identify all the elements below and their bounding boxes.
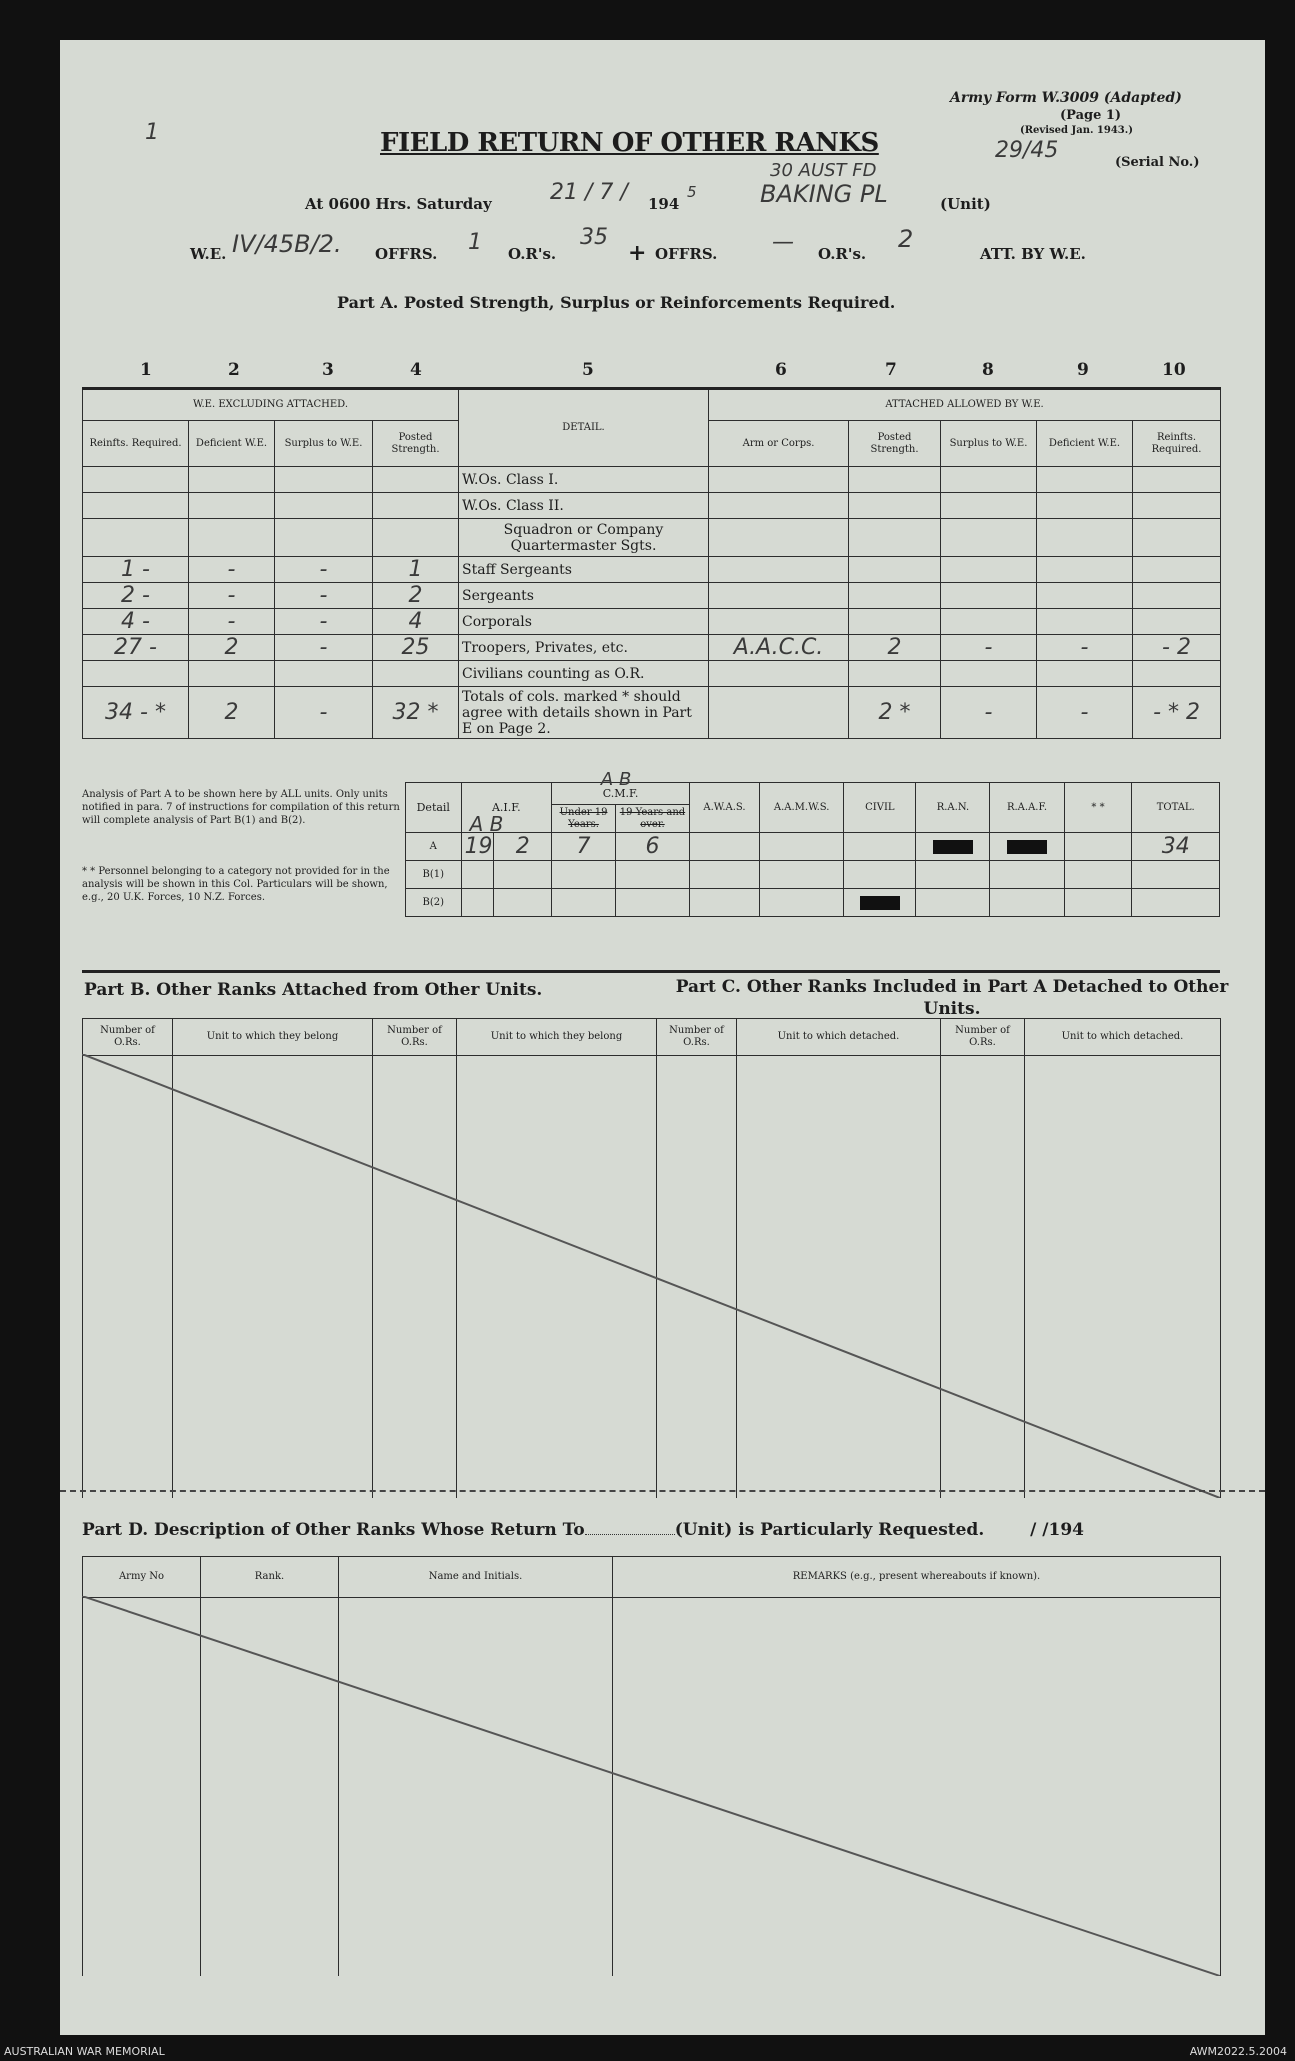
cell xyxy=(709,661,849,687)
cell xyxy=(990,833,1064,861)
cell: A.A.C.C. xyxy=(709,635,849,661)
cell xyxy=(1064,889,1132,917)
cell xyxy=(759,889,843,917)
detail-cell: Staff Sergeants xyxy=(459,557,709,583)
row-label: B(1) xyxy=(406,861,462,889)
part-a-row xyxy=(83,467,1221,493)
detail-cell: Civilians counting as O.R. xyxy=(459,661,709,687)
cell: - xyxy=(941,635,1037,661)
cell xyxy=(941,557,1037,583)
cell: 2 * xyxy=(849,687,941,739)
cell xyxy=(990,861,1064,889)
b-header-unit: Unit to which they belong xyxy=(173,1019,373,1056)
corner-mark: 1 xyxy=(145,120,159,145)
cell: - xyxy=(275,635,373,661)
b-header-number: Number of O.Rs. xyxy=(373,1019,457,1056)
cell: - xyxy=(275,557,373,583)
cell xyxy=(844,833,916,861)
cell xyxy=(916,833,990,861)
cell xyxy=(1064,833,1132,861)
footer-left: AUSTRALIAN WAR MEMORIAL xyxy=(4,2045,165,2058)
cell xyxy=(615,861,689,889)
part-d-title-text: Part D. Description of Other Ranks Whose Return To xyxy=(82,1520,585,1540)
offrs-value: 1 xyxy=(468,230,482,255)
footer-right: AWM2022.5.2004 xyxy=(1189,2045,1287,2058)
col-number: 8 xyxy=(982,360,994,380)
cell xyxy=(275,661,373,687)
cell xyxy=(709,687,849,739)
column-numbers xyxy=(60,360,1210,384)
cell: 7 xyxy=(552,833,616,861)
part-bc-strike-line xyxy=(82,1054,1220,1498)
col-number: 9 xyxy=(1077,360,1089,380)
b-header-number: Number of O.Rs. xyxy=(83,1019,173,1056)
col-number: 5 xyxy=(582,360,594,380)
part-b-title: Part B. Other Ranks Attached from Other Units. xyxy=(84,980,543,1000)
cell xyxy=(759,833,843,861)
analysis-note: Analysis of Part A to be shown here by ALL units. Only units notified in para. 7 of instructions for compilation of this return will complete analysis of Part B(1) and B(2). xyxy=(82,789,400,826)
d-header-name: Name and Initials. xyxy=(339,1557,613,1598)
we-label: W.E. xyxy=(190,245,227,263)
col-number: 2 xyxy=(228,360,240,380)
part-a-row xyxy=(83,557,1221,583)
ors-label: O.R's. xyxy=(508,245,557,263)
civil-header: CIVIL xyxy=(844,783,916,833)
offrs2-value: — xyxy=(772,230,794,255)
cell: - xyxy=(189,557,275,583)
col-header: Posted Strength. xyxy=(849,421,941,467)
cell xyxy=(189,661,275,687)
cell: - xyxy=(275,609,373,635)
offrs2-label: OFFRS. xyxy=(655,245,718,263)
cell: 2 - xyxy=(83,583,189,609)
row-label: B(2) xyxy=(406,889,462,917)
b-header-unit: Unit to which they belong xyxy=(457,1019,657,1056)
over19-header: 19 Years and over. xyxy=(615,805,689,833)
group-right-header: ATTACHED ALLOWED BY W.E. xyxy=(709,389,1221,421)
cell xyxy=(494,889,552,917)
plus-sign: + xyxy=(628,240,647,266)
col-number: 1 xyxy=(140,360,152,380)
cell xyxy=(1037,583,1133,609)
raaf-header: R.A.A.F. xyxy=(990,783,1064,833)
col-header: Surplus to W.E. xyxy=(275,421,373,467)
cell xyxy=(849,493,941,519)
d-header-remarks: REMARKS (e.g., present whereabouts if known). xyxy=(613,1557,1221,1598)
part-c-title: Part C. Other Ranks Included in Part A Detached to Other Units. xyxy=(675,977,1229,1019)
perforation-line xyxy=(60,1490,1265,1492)
total-header: TOTAL. xyxy=(1132,783,1220,833)
cell xyxy=(83,661,189,687)
cell xyxy=(1133,583,1221,609)
col-header: Arm or Corps. xyxy=(709,421,849,467)
under19-header: Under 19 Years. xyxy=(552,805,616,833)
c-header-unit: Unit to which detached. xyxy=(1025,1019,1221,1056)
part-a-row xyxy=(83,609,1221,635)
cell: 25 xyxy=(373,635,459,661)
cell xyxy=(916,861,990,889)
d-header-army-no: Army No xyxy=(83,1557,201,1598)
form-name: Army Form W.3009 (Adapted) xyxy=(950,90,1182,106)
cell xyxy=(83,519,189,557)
part-d-title-unit: (Unit) is Particularly Requested. xyxy=(674,1520,985,1540)
page-title: FIELD RETURN OF OTHER RANKS xyxy=(380,128,879,158)
cell: 1 xyxy=(373,557,459,583)
cell xyxy=(275,519,373,557)
cell: - xyxy=(275,583,373,609)
d-header-rank: Rank. xyxy=(201,1557,339,1598)
cell xyxy=(494,861,552,889)
cell: - xyxy=(941,687,1037,739)
blocked-cell xyxy=(1007,840,1047,854)
att-label: ATT. BY W.E. xyxy=(980,245,1086,263)
cell xyxy=(275,467,373,493)
cell: - xyxy=(189,609,275,635)
cell xyxy=(373,519,459,557)
cell: - xyxy=(1037,635,1133,661)
cell xyxy=(1133,493,1221,519)
cell xyxy=(552,889,616,917)
col-number: 7 xyxy=(885,360,897,380)
col-header: Posted Strength. xyxy=(373,421,459,467)
blocked-cell xyxy=(933,840,973,854)
cell xyxy=(709,493,849,519)
cell xyxy=(373,661,459,687)
unit-label: (Unit) xyxy=(940,195,991,213)
cell xyxy=(1037,519,1133,557)
cell xyxy=(941,493,1037,519)
ors2-value: 2 xyxy=(898,225,914,253)
cell: 2 xyxy=(373,583,459,609)
cell xyxy=(844,861,916,889)
cell xyxy=(941,519,1037,557)
cell xyxy=(1037,609,1133,635)
analysis-table xyxy=(405,769,1220,917)
cell: 4 - xyxy=(83,609,189,635)
part-bc-divider xyxy=(82,970,1220,973)
cell xyxy=(1037,661,1133,687)
cell: - xyxy=(275,687,373,739)
part-a-row xyxy=(83,583,1221,609)
cmf-label: C.M.F. xyxy=(602,787,639,800)
cell xyxy=(275,493,373,519)
cell xyxy=(849,583,941,609)
cell xyxy=(373,493,459,519)
part-d-title xyxy=(82,1520,1084,1540)
col-number: 10 xyxy=(1162,360,1186,380)
cell: 2 xyxy=(849,635,941,661)
cell xyxy=(941,583,1037,609)
cell xyxy=(844,889,916,917)
cell: 6 xyxy=(615,833,689,861)
part-a-row xyxy=(83,687,1221,739)
col-header: Reinfts. Required. xyxy=(83,421,189,467)
cell xyxy=(83,493,189,519)
cell xyxy=(1133,661,1221,687)
detail-label: Detail xyxy=(406,783,462,833)
cell xyxy=(941,609,1037,635)
cell: 27 - xyxy=(83,635,189,661)
analysis-row-a xyxy=(406,833,1220,861)
col-header: Surplus to W.E. xyxy=(941,421,1037,467)
cell xyxy=(1037,557,1133,583)
part-d-strike-line xyxy=(82,1596,1220,1976)
cell: - xyxy=(1037,687,1133,739)
aamws-header: A.A.M.W.S. xyxy=(759,783,843,833)
cell: 34 - * xyxy=(83,687,189,739)
detail-cell: Squadron or Company Quartermaster Sgts. xyxy=(459,519,709,557)
cell xyxy=(849,661,941,687)
cell: - * 2 xyxy=(1133,687,1221,739)
cell xyxy=(690,833,760,861)
cell xyxy=(990,889,1064,917)
c-header-number: Number of O.Rs. xyxy=(941,1019,1025,1056)
group-left-header: W.E. EXCLUDING ATTACHED. xyxy=(83,389,459,421)
part-a-title: Part A. Posted Strength, Surplus or Reinforcements Required. xyxy=(337,293,896,312)
part-a-row xyxy=(83,635,1221,661)
cell xyxy=(849,557,941,583)
cell xyxy=(709,467,849,493)
cell xyxy=(1133,519,1221,557)
unit-value-2: BAKING PL xyxy=(760,180,888,208)
cell: 19 xyxy=(461,833,494,861)
year-hand: 5 xyxy=(687,183,697,201)
cell xyxy=(615,889,689,917)
cell xyxy=(709,609,849,635)
ran-header: R.A.N. xyxy=(916,783,990,833)
blocked-cell xyxy=(860,896,900,910)
cell: 32 * xyxy=(373,687,459,739)
cell xyxy=(849,467,941,493)
cell xyxy=(941,467,1037,493)
cell xyxy=(1132,861,1220,889)
date-value: 21 / 7 / xyxy=(550,180,628,205)
col-number: 4 xyxy=(410,360,422,380)
part-d-title-date: / /194 xyxy=(1030,1520,1084,1540)
awas-header: A.W.A.S. xyxy=(690,783,760,833)
cell xyxy=(690,889,760,917)
detail-cell: W.Os. Class II. xyxy=(459,493,709,519)
cell: - 2 xyxy=(1133,635,1221,661)
analysis-row-b2 xyxy=(406,889,1220,917)
ors-value: 35 xyxy=(580,225,608,250)
detail-cell: Sergeants xyxy=(459,583,709,609)
cell xyxy=(461,889,494,917)
cmf-header xyxy=(552,769,690,805)
cell xyxy=(916,889,990,917)
detail-header: DETAIL. xyxy=(459,389,709,467)
serial-value: 29/45 xyxy=(995,138,1059,163)
total-cell: 34 xyxy=(1132,833,1220,861)
cell xyxy=(849,609,941,635)
cell xyxy=(189,493,275,519)
cell xyxy=(189,467,275,493)
c-header-unit: Unit to which detached. xyxy=(737,1019,941,1056)
detail-cell: W.Os. Class I. xyxy=(459,467,709,493)
col-header: Reinfts. Required. xyxy=(1133,421,1221,467)
unit-value-1: 30 AUST FD xyxy=(770,160,877,181)
cell xyxy=(461,861,494,889)
cell xyxy=(709,583,849,609)
c-header-number: Number of O.Rs. xyxy=(657,1019,737,1056)
col-number: 6 xyxy=(775,360,787,380)
cell xyxy=(709,519,849,557)
cell xyxy=(1133,557,1221,583)
page-label: (Page 1) xyxy=(1060,108,1122,123)
col-header: Deficient W.E. xyxy=(189,421,275,467)
revised-label: (Revised Jan. 1943.) xyxy=(1020,125,1133,136)
detail-cell: Corporals xyxy=(459,609,709,635)
cell: - xyxy=(189,583,275,609)
col-header: Deficient W.E. xyxy=(1037,421,1133,467)
cell xyxy=(1037,467,1133,493)
part-a-table xyxy=(82,387,1221,739)
other-header: * * xyxy=(1064,783,1132,833)
aif-label: A.I.F. xyxy=(491,801,521,814)
cell: 2 xyxy=(494,833,552,861)
cell xyxy=(759,861,843,889)
at-label: At 0600 Hrs. Saturday xyxy=(305,195,492,213)
analysis-note-2: * * Personnel belonging to a category not provided for in the analysis will be shown in this Col. Particulars will be shown, e.g., 20 U.K. Forces, 10 N.Z. Forces. xyxy=(82,866,390,903)
cell xyxy=(1064,861,1132,889)
offrs-label: OFFRS. xyxy=(375,245,438,263)
cell xyxy=(1037,493,1133,519)
cell xyxy=(1133,467,1221,493)
cell xyxy=(941,661,1037,687)
cell: 2 xyxy=(189,635,275,661)
cell xyxy=(373,467,459,493)
col-number: 3 xyxy=(322,360,334,380)
part-a-row xyxy=(83,661,1221,687)
aif-hand: A B xyxy=(469,812,504,836)
cell: 2 xyxy=(189,687,275,739)
row-label: A xyxy=(406,833,462,861)
cmf-hand: A B xyxy=(600,769,632,790)
aif-header xyxy=(461,783,552,836)
detail-cell: Totals of cols. marked * should agree with details shown in Part E on Page 2. xyxy=(459,687,709,739)
cell xyxy=(189,519,275,557)
cell: 1 - xyxy=(83,557,189,583)
cell xyxy=(709,557,849,583)
ors2-label: O.R's. xyxy=(818,245,867,263)
year-printed: 194 xyxy=(648,195,680,213)
part-a-row xyxy=(83,519,1221,557)
form-sheet xyxy=(60,40,1265,2035)
cell xyxy=(690,861,760,889)
cell: 4 xyxy=(373,609,459,635)
cell xyxy=(1132,889,1220,917)
cell xyxy=(83,467,189,493)
cell xyxy=(849,519,941,557)
cell xyxy=(1133,609,1221,635)
analysis-row-b1 xyxy=(406,861,1220,889)
cell xyxy=(552,861,616,889)
detail-cell: Troopers, Privates, etc. xyxy=(459,635,709,661)
we-value: IV/45B/2. xyxy=(232,230,342,258)
part-a-row xyxy=(83,493,1221,519)
serial-label: (Serial No.) xyxy=(1115,155,1200,170)
